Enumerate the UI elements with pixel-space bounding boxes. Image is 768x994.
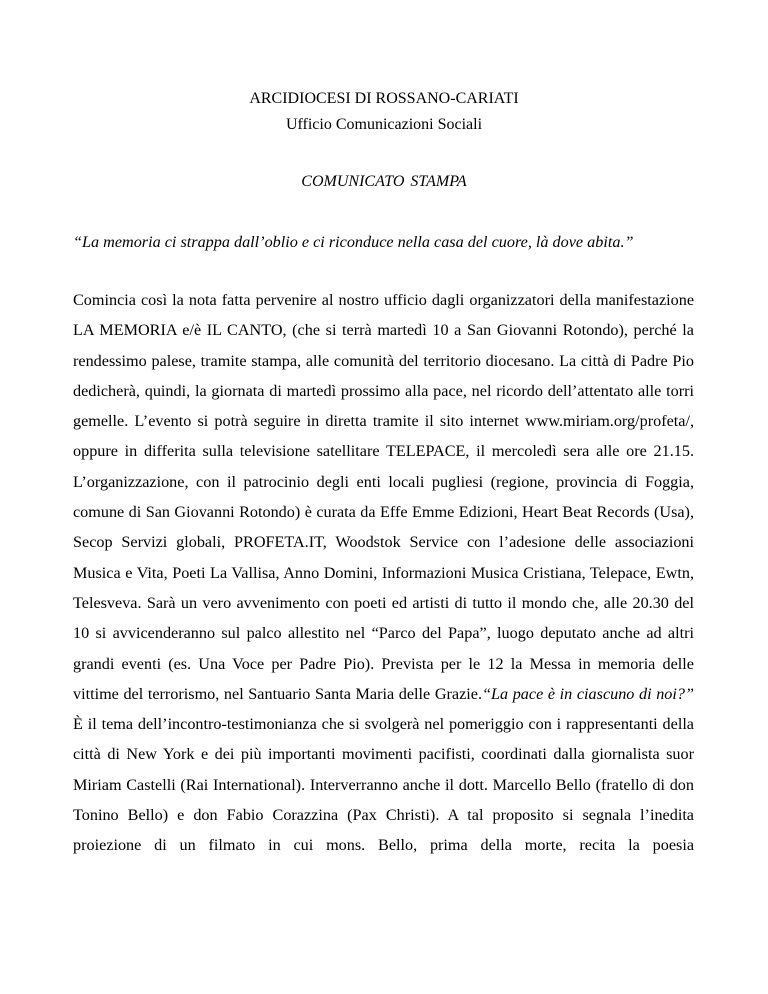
document-type-heading: COMUNICATO STAMPA [301,173,467,190]
body-text-part-1: Comincia così la nota fatta pervenire al nostro ufficio dagli organizzatori della manifestazione LA MEMORIA e/è IL CANTO, (che si terrà martedì 10 a San Giovanni Rotondo), perché la rendessimo palese, tramite stampa, alle comunità del territorio diocesano. La città di Padre Pio dedicherà, quindi, la giornata di martedì prossimo alla pace, nel ricordo dell’attentato alle torri gemelle. L’evento si potrà seguire in diretta tramite il sito internet www.miriam.org/profeta/, oppure in differita sulla televisione satellitare TELEPACE, il mercoledì sera alle ore 21.15. L’organizzazione, con il patrocinio degli enti locali pugliesi (regione, provincia di Foggia, comune di San Giovanni Rotondo) è curata da Effe Emme Edizioni, Heart Beat Records (Usa), Secop Servizi globali, PROFETA.IT, Woodstok Service con l’adesione delle associazioni Musica e Vita, Poeti La Vallisa, Anno Domini, Informazioni Musica Cristiana, Telepace, Ewtn, Telesveva. Sarà un vero avvenimento con poeti ed artisti di tutto il mondo che, alle 20.30 del 10 si avvicenderanno sul palco allestito nel “Parco del Papa”, luogo deputato anche ad altri grandi eventi (es. Una Voce per Padre Pio). Prevista per le 12 la Messa in memoria delle vittime del terrorismo, nel Santuario Santa Maria delle Grazie. [73,291,694,703]
event-title-italic: “La pace è in ciascuno di noi?” [482,684,694,703]
organization-heading: ARCIDIOCESI DI ROSSANO-CARIATI [249,90,519,107]
body-text-part-2: È il tema dell’incontro-testimonianza che si svolgerà nel pomeriggio con i rappresentanti della città di New York e dei più importanti movimenti pacifisti, coordinati dalla giornalista suor Miriam Castelli (Rai International). Interverranno anche il dott. Marcello Bello (fratello di don Tonino Bello) e don Fabio Corazzina (Pax Christi). A tal proposito si segnala l’inedita proiezione di un filmato in cui mons. Bello, prima della morte, recita la poesia [73,715,694,855]
office-subheading: Ufficio Comunicazioni Sociali [285,116,483,133]
opening-quote: “La memoria ci strappa dall’oblio e ci riconduce nella casa del cuore, là dove abita.” [73,233,634,251]
body-paragraph [73,285,694,861]
